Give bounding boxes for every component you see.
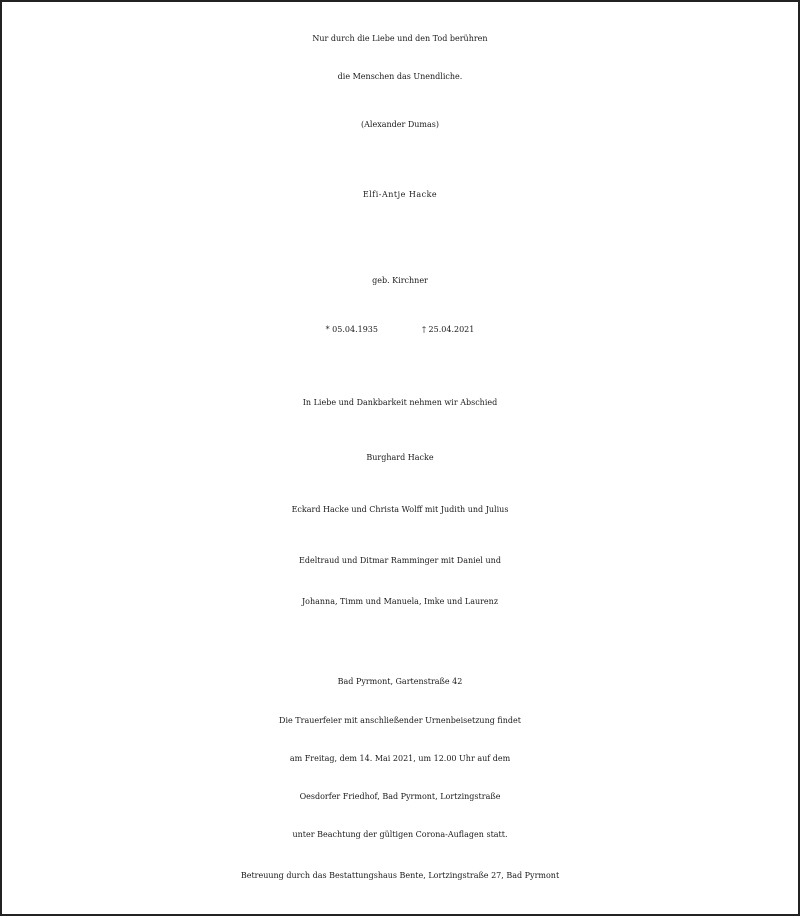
deceased-name: Elfi-Antje Hacke — [362, 190, 438, 199]
ceremony-line-3: Oesdorfer Friedhof, Bad Pyrmont, Lortzingstraße — [299, 792, 501, 801]
quote-line-1: Nur durch die Liebe und den Tod berühren — [312, 34, 488, 43]
funeral-home-footer: Betreuung durch das Bestattungshaus Bente, Lortzingstraße 27, Bad Pyrmont — [240, 871, 560, 880]
quote-attribution: (Alexander Dumas) — [361, 120, 439, 129]
ceremony-line-2: am Freitag, dem 14. Mai 2021, um 12.00 Uhr auf dem — [289, 754, 511, 763]
mourner-line-1: Burghard Hacke — [366, 453, 434, 462]
ceremony-line-1: Die Trauerfeier mit anschließender Urnenbeisetzung findet — [279, 716, 521, 725]
quote-line-2: die Menschen das Unendliche. — [337, 72, 463, 81]
mourner-line-2: Eckard Hacke und Christa Wolff mit Judith und Julius — [291, 505, 509, 514]
ceremony-line-4: unter Beachtung der gültigen Corona-Auflagen statt. — [292, 830, 508, 839]
mourner-line-3: Edeltraud und Ditmar Ramminger mit Daniel und — [299, 556, 501, 565]
farewell-intro: In Liebe und Dankbarkeit nehmen wir Abschied — [302, 398, 498, 407]
family-address: Bad Pyrmont, Gartenstraße 42 — [337, 677, 463, 686]
mourner-line-4: Johanna, Timm und Manuela, Imke und Laurenz — [301, 597, 499, 606]
life-dates — [0, 325, 800, 334]
birth-date: * 05.04.1935 — [325, 325, 378, 334]
death-date: † 25.04.2021 — [422, 325, 475, 334]
birth-name: geb. Kirchner — [372, 276, 428, 285]
